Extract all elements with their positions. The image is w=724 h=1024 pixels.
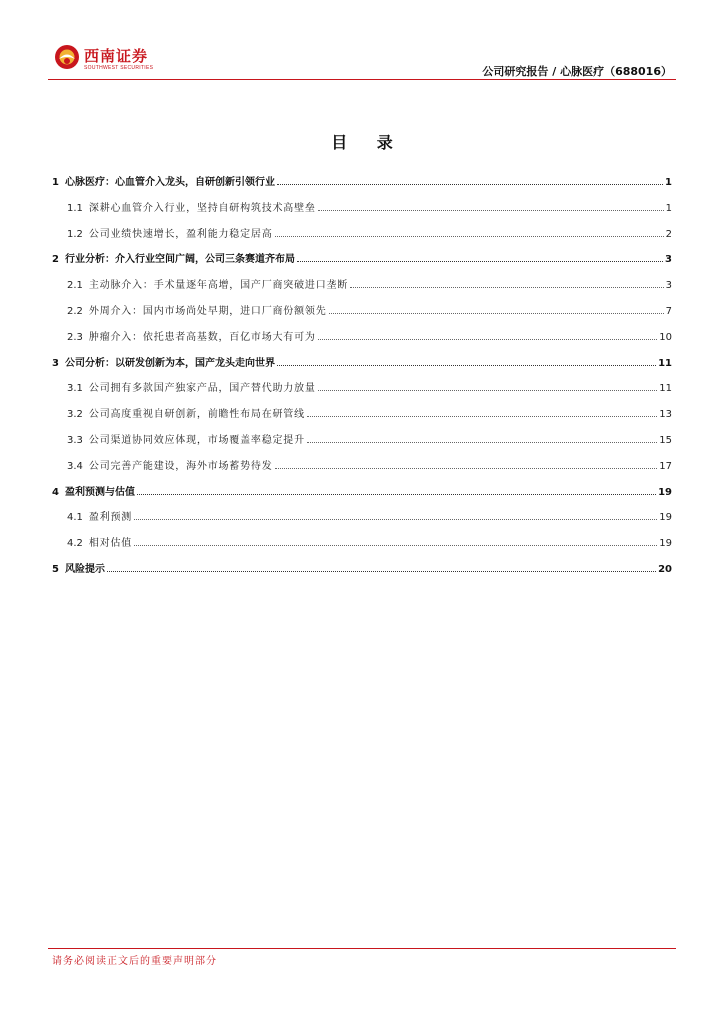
toc-leader xyxy=(318,209,664,211)
toc-leader xyxy=(275,467,658,469)
toc-label: 心脉医疗：心血管介入龙头，自研创新引领行业 xyxy=(64,177,275,188)
toc-page: 11 xyxy=(658,357,672,369)
toc-number: 1 xyxy=(52,177,59,188)
toc-page: 10 xyxy=(659,331,672,343)
toc-leader xyxy=(277,364,656,366)
toc-page: 20 xyxy=(658,564,672,575)
toc-number: 4.2 xyxy=(67,538,83,550)
toc-entry[interactable] xyxy=(52,297,672,317)
toc-leader xyxy=(307,441,657,443)
toc-label: 主动脉介入：手术量逐年高增，国产厂商突破进口垄断 xyxy=(88,280,349,292)
toc-entry[interactable] xyxy=(52,323,672,343)
toc-label: 公司分析：以研发创新为本，国产龙头走向世界 xyxy=(64,357,275,369)
logo-emblem-icon xyxy=(54,44,80,70)
toc-leader xyxy=(318,338,658,340)
toc-label: 公司完善产能建设，海外市场蓄势待发 xyxy=(88,460,273,472)
toc-entry[interactable] xyxy=(52,374,672,394)
toc-number: 2 xyxy=(52,254,59,266)
toc-label: 公司拥有多款国产独家产品，国产替代助力放量 xyxy=(88,383,316,395)
toc-number: 4 xyxy=(52,486,59,498)
toc-leader xyxy=(318,389,658,391)
toc-number: 3.2 xyxy=(67,409,83,421)
toc-entry[interactable] xyxy=(52,529,672,549)
toc-entry[interactable] xyxy=(52,349,672,369)
toc-entry[interactable] xyxy=(52,220,672,240)
toc-entry[interactable] xyxy=(52,478,672,498)
toc-number: 2.3 xyxy=(67,331,83,343)
toc-leader xyxy=(134,544,657,546)
toc-page: 17 xyxy=(659,460,672,472)
toc-leader xyxy=(329,312,664,314)
toc-entry[interactable] xyxy=(52,452,672,472)
toc-label: 盈利预测与估值 xyxy=(64,486,135,498)
company-logo xyxy=(54,44,164,74)
toc-leader xyxy=(134,518,657,520)
toc-leader xyxy=(275,235,664,237)
toc-label: 公司业绩快速增长，盈利能力稳定居高 xyxy=(88,228,273,240)
toc-leader xyxy=(297,260,663,262)
toc-page: 3 xyxy=(665,254,672,266)
toc-leader xyxy=(307,415,657,417)
toc-number: 1.2 xyxy=(67,228,83,240)
toc-number: 1.1 xyxy=(67,202,83,214)
toc-entry[interactable] xyxy=(52,400,672,420)
toc-number: 3 xyxy=(52,357,59,369)
toc-number: 3.4 xyxy=(67,460,83,472)
toc-number: 3.3 xyxy=(67,435,83,446)
toc-page: 7 xyxy=(665,306,672,317)
toc-leader xyxy=(137,493,656,495)
toc-label: 行业分析：介入行业空间广阔，公司三条赛道齐布局 xyxy=(64,254,295,266)
toc-entry[interactable] xyxy=(52,503,672,523)
toc-label: 深耕心血管介入行业，坚持自研构筑技术高壁垒 xyxy=(88,202,316,214)
toc-number: 5 xyxy=(52,564,59,575)
toc-number: 4.1 xyxy=(67,512,83,524)
toc-entry[interactable] xyxy=(52,271,672,291)
toc-entry[interactable] xyxy=(52,194,672,214)
toc-label: 盈利预测 xyxy=(88,512,133,524)
toc-label: 肿瘤介入：依托患者高基数，百亿市场大有可为 xyxy=(88,331,316,343)
toc-page: 1 xyxy=(665,202,672,214)
toc-label: 公司高度重视自研创新，前瞻性布局在研管线 xyxy=(88,409,305,421)
toc-page: 15 xyxy=(659,435,672,446)
toc-page: 1 xyxy=(665,177,672,188)
toc-number: 2.1 xyxy=(67,280,83,292)
toc-leader xyxy=(350,286,664,288)
toc-entry[interactable] xyxy=(52,245,672,265)
toc-leader xyxy=(277,183,663,185)
toc-label: 公司渠道协同效应体现，市场覆盖率稳定提升 xyxy=(88,435,305,446)
toc-page: 19 xyxy=(658,486,672,498)
toc-page: 11 xyxy=(659,383,672,395)
footer-divider xyxy=(48,948,676,949)
toc-label: 风险提示 xyxy=(64,564,105,575)
logo-text-en: SOUTHWEST SECURITIES xyxy=(84,65,154,71)
toc-entry[interactable] xyxy=(52,555,672,575)
toc-entry[interactable] xyxy=(52,168,672,188)
toc-page: 3 xyxy=(665,280,672,292)
toc-page: 2 xyxy=(665,228,672,240)
header-divider xyxy=(48,79,676,80)
toc-number: 2.2 xyxy=(67,306,83,317)
logo-text-cn: 西南证券 xyxy=(84,47,149,65)
toc-leader xyxy=(107,570,656,572)
toc-entry[interactable] xyxy=(52,426,672,446)
toc-page: 13 xyxy=(659,409,672,421)
toc-page: 19 xyxy=(659,538,672,550)
toc-label: 外周介入：国内市场尚处早期，进口厂商份额领先 xyxy=(88,306,327,317)
toc-number: 3.1 xyxy=(67,383,83,395)
toc-page: 19 xyxy=(659,512,672,524)
toc-title: 目 录 xyxy=(331,133,405,152)
report-label: 公司研究报告 / 心脉医疗（688016） xyxy=(482,65,672,78)
footer-disclaimer: 请务必阅读正文后的重要声明部分 xyxy=(52,956,217,967)
toc-label: 相对估值 xyxy=(88,538,133,550)
